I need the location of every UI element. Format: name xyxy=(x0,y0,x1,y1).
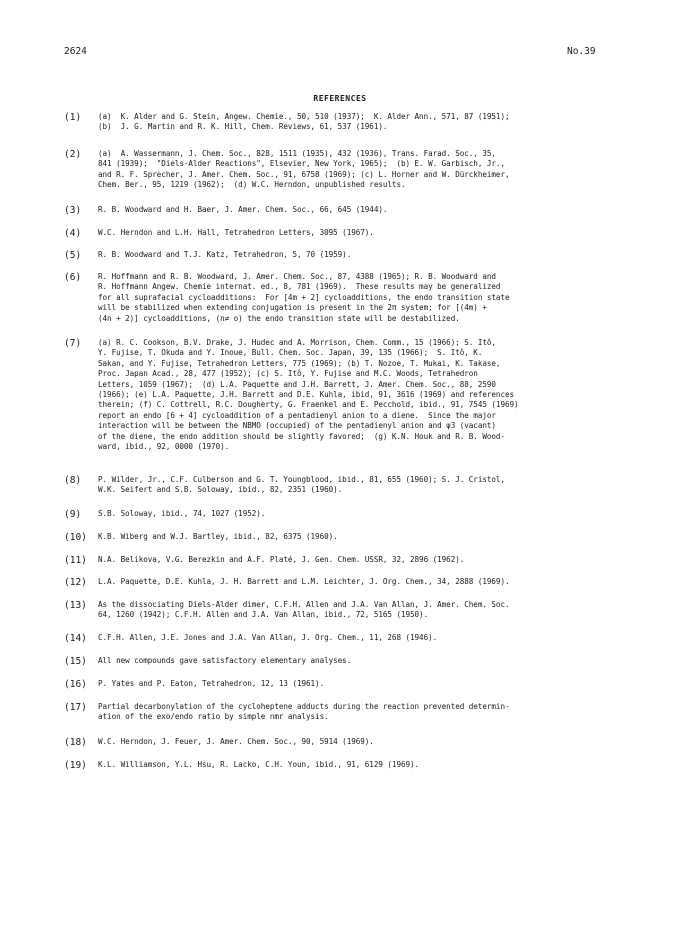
reference-text: R. Hoffmann and R. B. Woodward, J. Amer. Chem. Soc., 87, 4388 (1965); R. B. Woodward and R. Hoffmann Angew. Chemie internat. ed., 8, 781 (1969). These results may be generalized for all suprafacial cycloadditions: For [4m + 2] cycloadditions, the endo transition state will be stabilized when extending conjugation is present in the 2π system; for [(4m) + (4n + 2)] cycloadditions, (n≠ o) the endo transition state will be destabilized. xyxy=(98,272,510,323)
reference-number: (15) xyxy=(64,656,87,667)
reference-number: (8) xyxy=(64,475,82,486)
reference-number: (3) xyxy=(64,205,82,216)
reference-number: (5) xyxy=(64,250,82,261)
reference-text: N.A. Belikova, V.G. Berezkin and A.F. Platé, J. Gen. Chem. USSR, 32, 2896 (1962). xyxy=(98,555,465,564)
reference-number: (16) xyxy=(64,679,87,690)
reference-text: (a) K. Alder and G. Stein, Angew. Chemie., 50, 510 (1937); K. Alder Ann., 571, 87 (1951); (b) J. G. Martin and R. K. Hill, Chem. Reviews, 61, 537 (1961). xyxy=(98,112,510,132)
reference-text: All new compounds gave satisfactory elementary analyses. xyxy=(98,656,352,665)
reference-text: L.A. Paquette, D.E. Kuhla, J. H. Barrett and L.M. Leichter, J. Org. Chem., 34, 2888 (1969). xyxy=(98,577,510,586)
reference-text: As the dissociating Diels-Alder dimer, C.F.H. Allen and J.A. Van Allan, J. Amer. Chem. Soc. 64, 1260 (1942); C.F.H. Allen and J.A. Van Allan, ibid., 72, 5165 (1950). xyxy=(98,600,510,620)
reference-text: P. Yates and P. Eaton, Tetrahedron, 12, 13 (1961). xyxy=(98,679,325,688)
page-number: 2624 xyxy=(64,46,87,57)
reference-text: W.C. Herndon, J. Feuer, J. Amer. Chem. Soc., 90, 5914 (1969). xyxy=(98,737,374,746)
reference-number: (17) xyxy=(64,702,87,713)
reference-text: W.C. Herndon and L.H. Hall, Tetrahedron Letters, 3095 (1967). xyxy=(98,228,374,237)
reference-text: S.B. Soloway, ibid., 74, 1027 (1952). xyxy=(98,509,266,518)
reference-number: (6) xyxy=(64,272,82,283)
reference-text: (a) R. C. Cookson, B.V. Drake, J. Hudec and A. Morrison, Chem. Comm., 15 (1966); S. Itô, Y. Fujise, T. Okuda and Y. Inoue, Bull. Chem. Soc. Japan, 39, 135 (1966); S. Itô, K. Sakan, and Y. Fujise, Tetrahedron Letters, 775 (1969); (b) T. Nozoe, T. Mukai, K. Takase, Proc. Japan Acad., 28, 477 (1952); (c) S. Itô, Y. Fujise and M.C. Woods, Tetrahedron Letters, 1059 (1967); (d) L.A. Paquette and J.H. Barrett, J. Amer. Chem. Soc., 88, 2590 (1966); (e) L.A. Paquette, J.H. Barrett and D.E. Kuhla, ibid, 91, 3616 (1969) and references therein; (f) C. Cottrell, R.C. Dougherty, G. Fraenkel and E. Pecchold, ibid., 91, 7545 (1969) report an endo [6 + 4] cycloaddition of a pentadienyl anion to a diene. Since the major interaction will be between the NBMO (occupied) of the pentadienyl anion and ψ3 (vacant) of the diene, the endo addition should be slightly favored; (g) K.N. Houk and R. B. Wood- ward, ibid., 92, 0000 (1970). xyxy=(98,338,519,452)
reference-number: (2) xyxy=(64,149,82,160)
reference-text: R. B. Woodward and T.J. Katz, Tetrahedron, 5, 70 (1959). xyxy=(98,250,352,259)
reference-number: (7) xyxy=(64,338,82,349)
reference-number: (9) xyxy=(64,509,82,520)
reference-number: (1) xyxy=(64,112,82,123)
issue-number: No.39 xyxy=(567,46,596,57)
reference-text: C.F.H. Allen, J.E. Jones and J.A. Van Allan, J. Org. Chem., 11, 268 (1946). xyxy=(98,633,438,642)
reference-text: R. B. Woodward and H. Baer, J. Amer. Chem. Soc., 66, 645 (1944). xyxy=(98,205,388,214)
reference-text: K.B. Wiberg and W.J. Bartley, ibid., 82, 6375 (1960). xyxy=(98,532,338,541)
reference-number: (12) xyxy=(64,577,87,588)
reference-number: (11) xyxy=(64,555,87,566)
reference-number: (13) xyxy=(64,600,87,611)
reference-text: K.L. Williamson, Y.L. Hsu, R. Lacko, C.H. Youn, ibid., 91, 6129 (1969). xyxy=(98,760,420,769)
reference-number: (4) xyxy=(64,228,82,239)
references-heading: REFERENCES xyxy=(313,94,367,103)
reference-text: P. Wilder, Jr., C.F. Culberson and G. T. Youngblood, ibid., 81, 655 (1960); S. J. Cristol, W.K. Seifert and S.B. Soloway, ibid., 82, 2351 (1960). xyxy=(98,475,505,495)
reference-number: (10) xyxy=(64,532,87,543)
reference-number: (18) xyxy=(64,737,87,748)
reference-number: (19) xyxy=(64,760,87,771)
reference-number: (14) xyxy=(64,633,87,644)
reference-text: Partial decarbonylation of the cycloheptene adducts during the reaction prevented determin- ation of the exo/endo ratio by simple nmr analysis. xyxy=(98,702,510,722)
reference-text: (a) A. Wassermann, J. Chem. Soc., 828, 1511 (1935), 432 (1936), Trans. Farad. Soc., 35, 841 (1939); "Diels-Alder Reactions", Elsevier, New York, 1965); (b) E. W. Garbisch, Jr., and R. F. Sprecher, J. Amer. Chem. Soc., 91, 6758 (1969); (c) L. Horner and W. Dürckheimer, Chem. Ber., 95, 1219 (1962); (d) W.C. Herndon, unpublished results. xyxy=(98,149,510,190)
